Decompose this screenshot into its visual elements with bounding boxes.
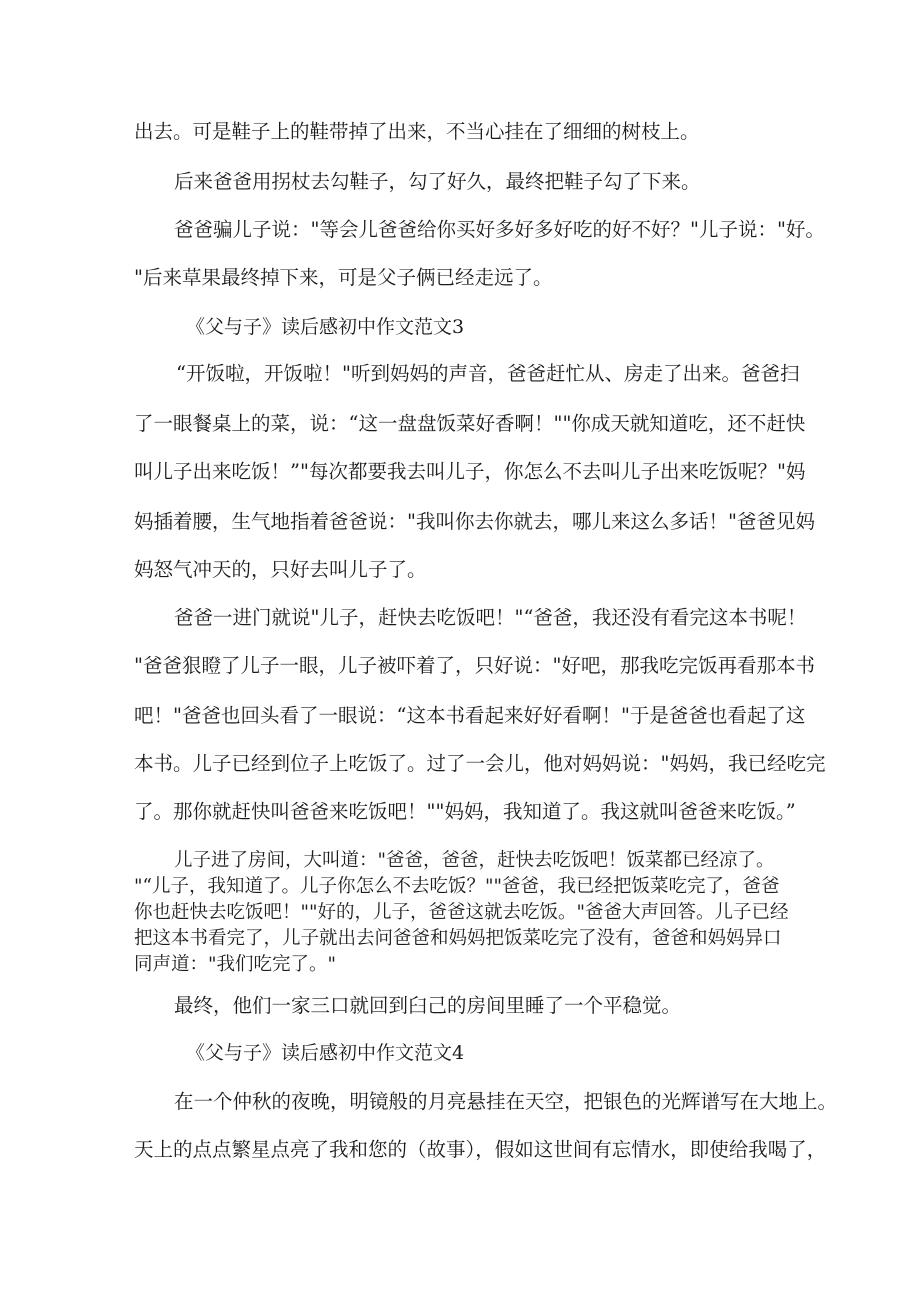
paragraph-4-line-4: 妈插着腰，生气地指着爸爸说："我叫你去你就去，哪儿来这么多话！"爸爸见妈: [134, 510, 815, 533]
paragraph-4-line-3: 叫儿子出来吃饭！”"每次都要我去叫儿子，你怎么不去叫儿子出来吃饭呢？"妈: [134, 460, 806, 483]
paragraph-8-line-1: 在一个仲秋的夜晚，明镜般的月亮悬挂在天空，把银色的光辉谱写在大地上。: [174, 1090, 838, 1113]
paragraph-2-line-1: 后来爸爸用拐杖去勾鞋子，勾了好久，最终把鞋子勾了下来。: [174, 170, 701, 193]
paragraph-6-line-4: 把这本书看完了，儿子就出去问爸爸和妈妈把饭菜吃完了没有，爸爸和妈妈异口: [134, 928, 782, 949]
paragraph-4-line-1: “开饭啦，开饭啦！"听到妈妈的声音，爸爸赶忙从、房走了出来。爸爸扫: [176, 362, 800, 385]
paragraph-6-line-5: 同声道："我们吃完了。": [134, 954, 337, 975]
paragraph-6-line-3: 你也赶快去吃饭吧！""好的，儿子，爸爸这就去吃饭。"爸爸大声回答。儿子已经: [134, 902, 789, 923]
paragraph-8-line-2: 天上的点点繁星点亮了我和您的（故事），假如这世间有忘情水，即使给我喝了，: [134, 1138, 827, 1161]
paragraph-5-line-3: 吧！"爸爸也回头看了一眼说：“这本书看起来好好看啊！"于是爸爸也看起了这: [134, 704, 806, 727]
paragraph-4-line-5: 妈怒气冲天的，只好去叫儿子了。: [134, 558, 427, 581]
paragraph-6-line-2: "“儿子，我知道了。儿子你怎么不去吃饭？""爸爸，我已经把饭菜吃完了，爸爸: [134, 876, 780, 897]
section-heading-4: 《父与子》读后感初中作文范文4: [186, 1042, 465, 1064]
paragraph-5-line-4: 本书。儿子已经到位子上吃饭了。过了一会儿，他对妈妈说："妈妈，我已经吃完: [134, 752, 826, 775]
section-heading-3: 《父与子》读后感初中作文范文3: [186, 316, 465, 338]
paragraph-3-line-2: "后来草果最终掉下来，可是父子俩已经走远了。: [134, 266, 553, 289]
paragraph-5-line-2: "爸爸狠瞪了儿子一眼，儿子被吓着了，只好说："好吧，那我吃完饭再看那本书: [134, 654, 815, 677]
paragraph-6-line-1: 儿子进了房间，大叫道："爸爸，爸爸，赶快去吃饭吧！饭菜都已经凉了。: [174, 850, 775, 871]
paragraph-7-line-1: 最终，他们一家三口就回到臼己的房间里睡了一个平稳觉。: [174, 994, 682, 1017]
paragraph-5-line-1: 爸爸一进门就说"儿子，赶快去吃饭吧！"“爸爸，我还没有看完这本书呢！: [174, 606, 807, 629]
paragraph-5-line-5: 了。那你就赶快叫爸爸来吃饭吧！""妈妈，我知道了。我这就叫爸爸来吃饭。”: [134, 800, 796, 823]
paragraph-4-line-2: 了一眼餐桌上的菜，说：“这一盘盘饭菜好香啊！""你成天就知道吃，还不赶快: [134, 412, 806, 435]
paragraph-1-line-1: 出去。可是鞋子上的鞋带掉了出来，不当心挂在了细细的树枝上。: [134, 120, 700, 143]
paragraph-3-line-1: 爸爸骗儿子说："等会儿爸爸给你买好多好多好吃的好不好？"儿子说："好。: [174, 218, 825, 241]
